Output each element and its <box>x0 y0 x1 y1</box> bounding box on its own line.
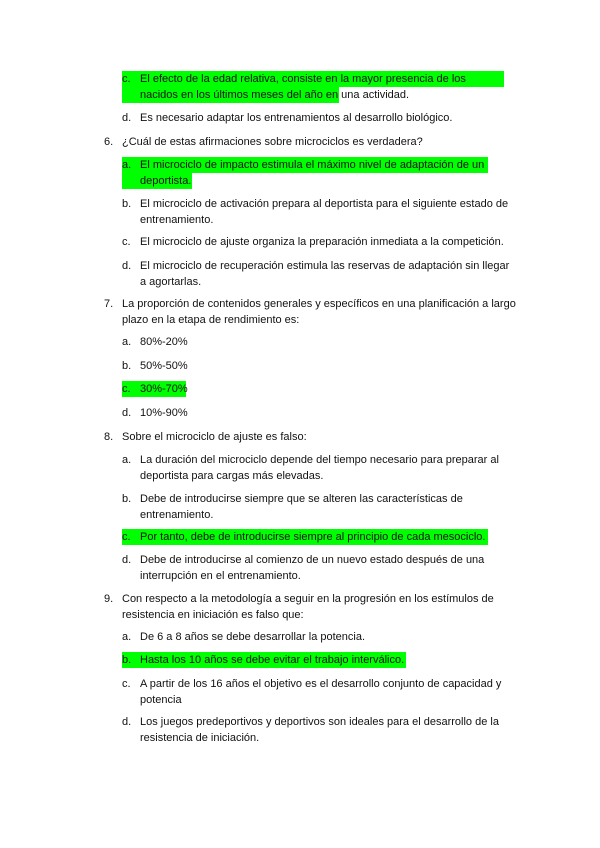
option-letter: d. <box>122 112 132 124</box>
option-q7-a <box>122 334 522 350</box>
option-text: El microciclo de ajuste organiza la preparación inmediata a la competición. <box>140 236 504 248</box>
option-letter: b. <box>122 360 132 372</box>
option-text: Los juegos predeportivos y deportivos son ideales para el desarrollo de la resistencia de iniciación. <box>140 716 499 744</box>
option-q8-a <box>122 452 506 484</box>
option-letter: d. <box>122 260 132 272</box>
question-number: 6. <box>104 136 114 148</box>
option-q8-c <box>122 529 542 545</box>
option-q8-b <box>122 491 482 523</box>
option-text: El microciclo de impacto estimula el máximo nivel de adaptación de un deportista. <box>140 159 485 187</box>
option-q6-a <box>122 157 492 189</box>
option-q9-c <box>122 676 514 708</box>
option-text: Debe de introducirse siempre que se alteren las características de entrenamiento. <box>140 493 463 521</box>
option-letter: a. <box>122 159 132 171</box>
option-letter: b. <box>122 654 132 666</box>
question-text: La proporción de contenidos generales y específicos en una planificación a largo plazo en la etapa de rendimiento es: <box>122 298 516 326</box>
question-text: ¿Cuál de estas afirmaciones sobre microciclos es verdadera? <box>122 136 423 148</box>
option-text: De 6 a 8 años se debe desarrollar la potencia. <box>140 631 366 643</box>
option-letter: b. <box>122 198 132 210</box>
option-letter: d. <box>122 716 132 728</box>
option-q6-b <box>122 196 516 228</box>
question-text: Sobre el microciclo de ajuste es falso: <box>122 431 307 443</box>
question-text: Con respecto a la metodología a seguir en la progresión en los estímulos de resistencia en iniciación es falso que: <box>122 593 494 621</box>
option-text: 30%-70% <box>140 383 188 395</box>
option-q7-c <box>122 381 522 397</box>
option-q6-c <box>122 234 522 250</box>
option-letter: c. <box>122 73 131 85</box>
option-text: 80%-20% <box>140 336 188 348</box>
option-text: La duración del microciclo depende del tiempo necesario para preparar al deportista para cargas más elevadas. <box>140 454 499 482</box>
option-q5-d <box>122 110 522 126</box>
option-q9-a <box>122 629 522 645</box>
option-text: El efecto de la edad relativa, consiste en la mayor presencia de los nacidos en los últimos meses del año en una actividad. <box>140 73 466 101</box>
option-letter: a. <box>122 454 132 466</box>
question-number: 9. <box>104 593 114 605</box>
option-text: El microciclo de activación prepara al deportista para el siguiente estado de entrenamiento. <box>140 198 509 226</box>
option-text: 50%-50% <box>140 360 188 372</box>
option-letter: c. <box>122 236 131 248</box>
option-text: Hasta los 10 años se debe evitar el trabajo interválico. <box>140 654 405 666</box>
option-q8-d <box>122 552 502 584</box>
question-7 <box>104 296 520 328</box>
option-text: Por tanto, debe de introducirse siempre al principio de cada mesociclo. <box>140 531 486 543</box>
option-q9-b <box>122 652 522 668</box>
option-text: A partir de los 16 años el objetivo es el desarrollo conjunto de capacidad y potencia <box>140 678 502 706</box>
question-8 <box>104 429 524 445</box>
option-text: 10%-90% <box>140 407 188 419</box>
option-text: El microciclo de recuperación estimula las reservas de adaptación sin llegar a agortarlas. <box>140 260 510 288</box>
option-letter: d. <box>122 407 132 419</box>
question-number: 8. <box>104 431 114 443</box>
question-number: 7. <box>104 298 114 310</box>
option-letter: a. <box>122 631 132 643</box>
option-letter: c. <box>122 383 131 395</box>
option-letter: c. <box>122 531 131 543</box>
option-letter: d. <box>122 554 132 566</box>
question-9 <box>104 591 504 623</box>
option-text: Es necesario adaptar los entrenamientos al desarrollo biológico. <box>140 112 453 124</box>
option-text: Debe de introducirse al comienzo de un nuevo estado después de una interrupción en el entrenamiento. <box>140 554 485 582</box>
question-6 <box>104 134 524 150</box>
option-q7-b <box>122 358 522 374</box>
option-letter: a. <box>122 336 132 348</box>
option-q7-d <box>122 405 522 421</box>
option-q6-d <box>122 258 512 290</box>
option-q5-c <box>122 71 506 103</box>
option-letter: c. <box>122 678 131 690</box>
option-q9-d <box>122 714 514 746</box>
option-letter: b. <box>122 493 132 505</box>
